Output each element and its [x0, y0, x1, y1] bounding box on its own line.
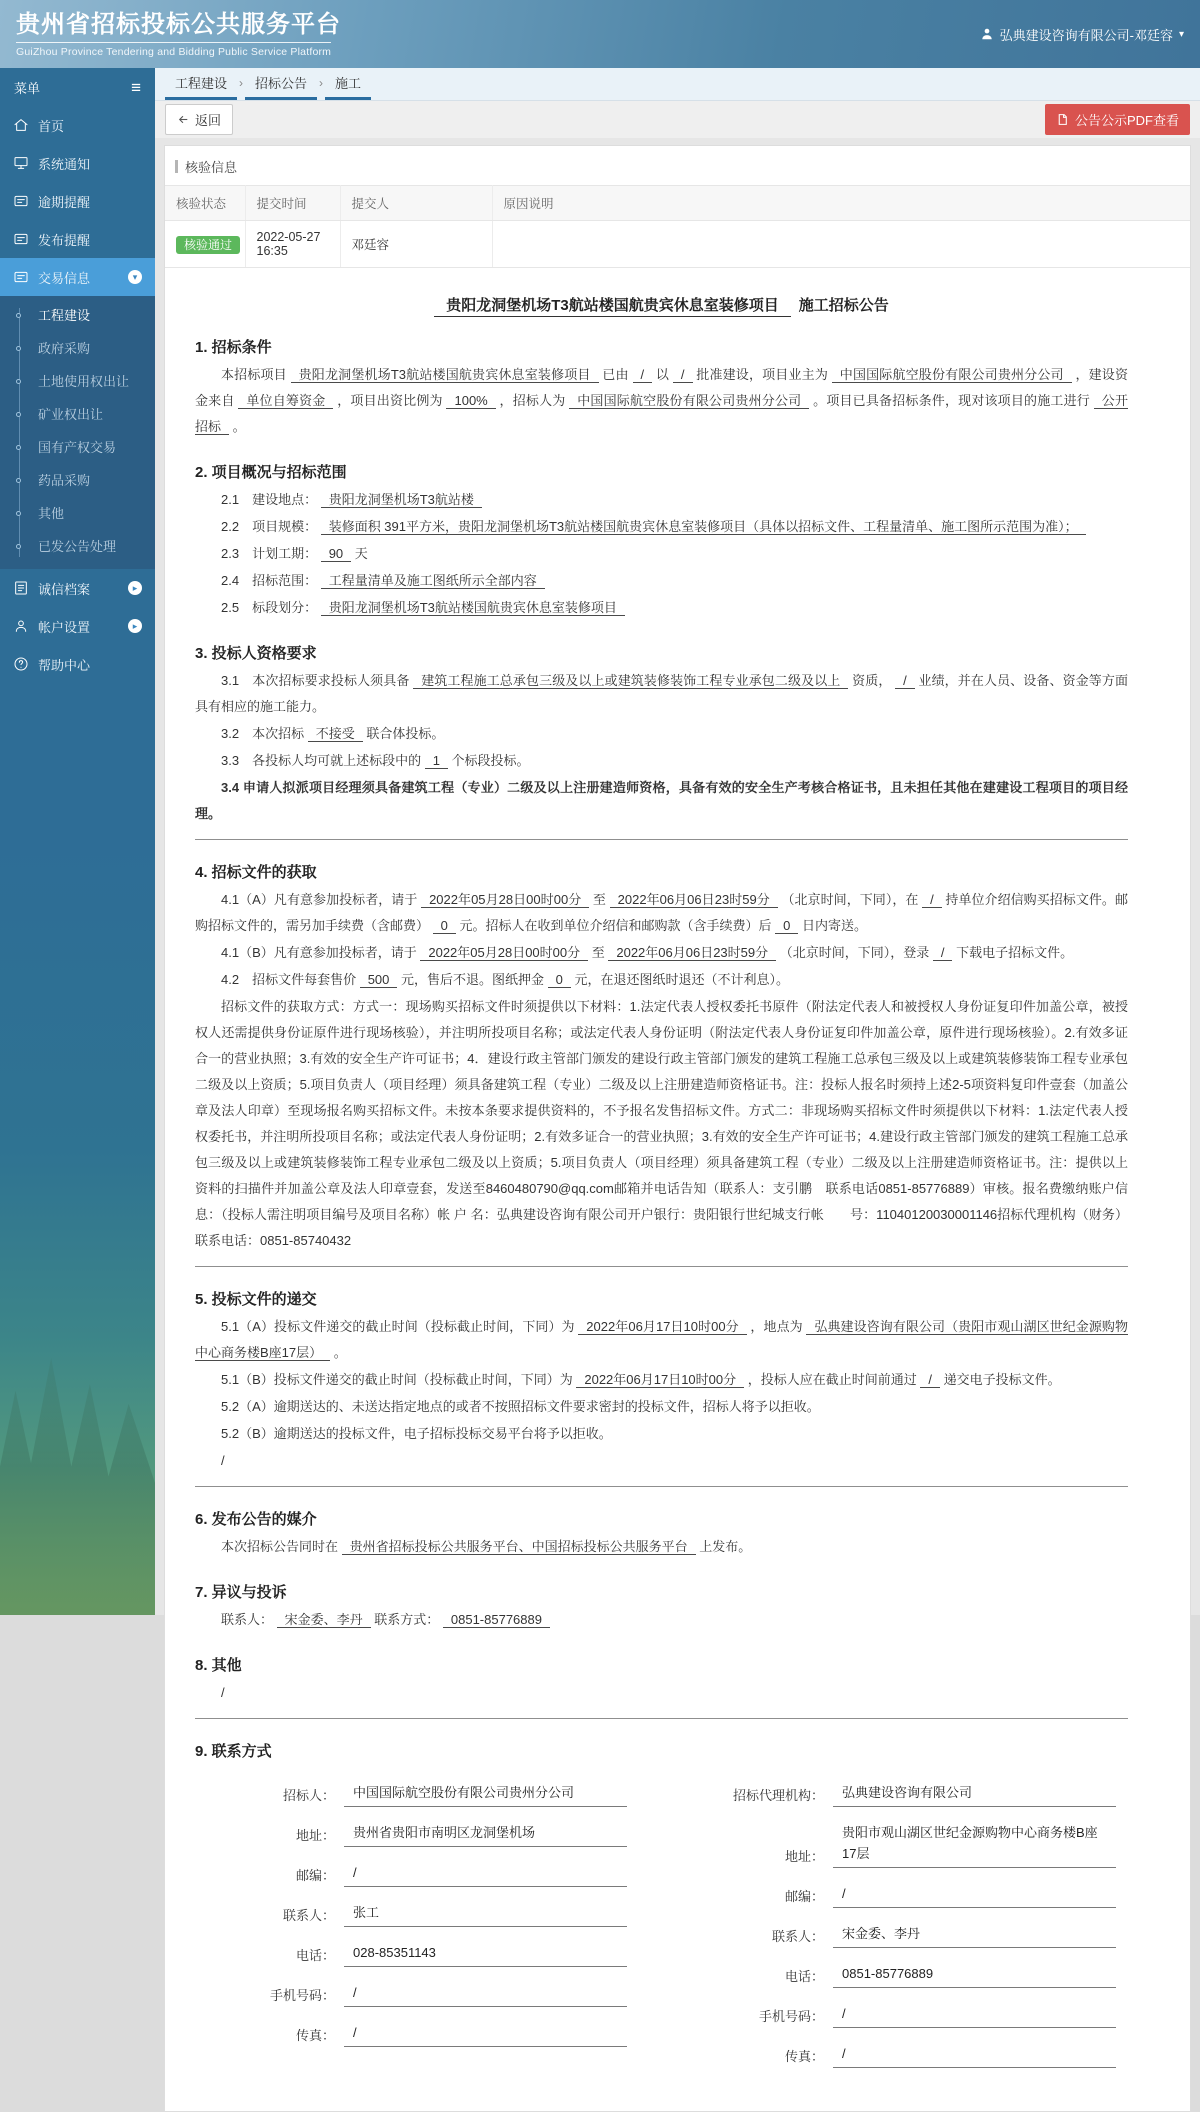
sidebar-subitem-其他[interactable]: 其他	[0, 497, 155, 530]
underline-value: 单位自筹资金	[238, 393, 333, 409]
sidebar-mountain-art	[0, 1285, 155, 1615]
text-run: 联合体投标。	[362, 726, 445, 741]
text-run: ，地点为	[746, 1319, 807, 1334]
sidebar-item-label: 发布提醒	[38, 232, 91, 248]
card-icon	[13, 269, 29, 285]
text-run: 至	[589, 892, 610, 907]
text-run: 。	[229, 419, 246, 434]
column-header: 原因说明	[492, 186, 1190, 221]
text-run: 联系人：	[221, 1612, 277, 1627]
text-run: 5.2（B）逾期送达的投标文件，电子招标投标交易平台将予以拒收。	[221, 1426, 612, 1441]
chevron-down-icon: ▾	[128, 270, 142, 284]
paragraph	[195, 994, 1128, 1254]
sidebar-item-label: 帮助中心	[38, 657, 91, 673]
contact-field-label: 手机号码：	[758, 2009, 824, 2024]
contact-field-value: 028-85351143	[344, 1942, 627, 1967]
paragraph	[195, 967, 1128, 993]
sidebar-item-label: 逾期提醒	[38, 194, 91, 210]
contact-field-value: /	[833, 1883, 1116, 1908]
contact-field-row	[722, 2043, 1116, 2068]
contact-field-label: 电话：	[295, 1948, 335, 1963]
text-run: 已由	[598, 367, 633, 382]
section-heading: 1. 招标条件	[195, 339, 272, 356]
app-subtitle: GuiZhou Province Tendering and Bidding Public Service Platform	[16, 42, 331, 58]
bold-text: 3.4 申请人拟派项目经理须具备建筑工程（专业）二级及以上注册建造师资格，具备有效的安全生产考核合格证书，且未担任其他在建建设工程项目的项目经理。	[195, 780, 1128, 821]
paragraph	[195, 1680, 1128, 1706]
contact-field-value: /	[833, 2043, 1116, 2068]
contact-field-label: 邮编：	[784, 1889, 824, 1904]
underline-value: 0	[775, 918, 798, 934]
contact-field-value: 张工	[344, 1902, 627, 1927]
submitter: 邓廷容	[340, 221, 492, 268]
title-bar-decoration	[175, 160, 178, 173]
contact-field-row	[233, 1942, 627, 1967]
underline-value: 2022年05月28日00时00分	[420, 945, 588, 961]
text-run: （北京时间，下同），在	[777, 892, 923, 907]
sidebar-subitem-工程建设[interactable]: 工程建设	[0, 299, 155, 332]
text-run: ，招标人为	[495, 393, 570, 408]
text-run: 个标段投标。	[447, 753, 530, 768]
underline-value: 中国国际航空股份有限公司贵州分公司	[832, 367, 1072, 383]
paragraph	[195, 1314, 1128, 1366]
project-name: 贵阳龙洞堡机场T3航站楼国航贵宾休息室装修项目	[434, 297, 791, 317]
contact-field-value: /	[344, 1982, 627, 2007]
contact-field-label: 招标人：	[282, 1788, 335, 1803]
underline-value: 500	[360, 972, 398, 988]
paragraph	[195, 1607, 1128, 1633]
contact-field-label: 传真：	[784, 2049, 824, 2064]
contact-field-label: 手机号码：	[269, 1988, 335, 2003]
hamburger-icon[interactable]: ≡	[131, 77, 141, 97]
sidebar-item-帐户设置[interactable]	[0, 607, 155, 645]
text-run: 3.2 本次招标	[221, 726, 308, 741]
pdf-view-button[interactable]: 公告公示PDF查看	[1045, 104, 1190, 135]
text-run: 2.4 招标范围：	[221, 573, 321, 588]
paragraph	[195, 362, 1128, 440]
underline-value: 贵阳龙洞堡机场T3航站楼	[321, 492, 482, 508]
contact-field-value: /	[833, 2003, 1116, 2028]
underline-value: 1	[425, 753, 448, 769]
column-header: 提交时间	[245, 186, 340, 221]
paragraph	[195, 1394, 1128, 1420]
paragraph	[195, 1534, 1128, 1560]
toolbar	[155, 101, 1200, 138]
text-run: 元。招标人在收到单位介绍信和邮购款（含手续费）后	[455, 918, 776, 933]
underline-value: /	[673, 367, 693, 383]
user-menu[interactable]	[980, 25, 1184, 44]
card-icon	[13, 231, 29, 247]
sidebar-menu-header	[0, 68, 155, 106]
text-run: 4.1（A）凡有意参加投标者，请于	[221, 892, 422, 907]
underline-value: 0851-85776889	[443, 1612, 550, 1628]
section-heading: 6. 发布公告的媒介	[195, 1511, 317, 1528]
app-title: 贵州省招标投标公共服务平台	[16, 10, 341, 38]
text-run: ，建设资金来自	[195, 367, 1128, 408]
section-divider	[195, 1266, 1128, 1267]
list-icon	[13, 580, 29, 596]
sidebar-submenu	[0, 296, 155, 569]
column-header: 提交人	[340, 186, 492, 221]
text-run: 本次招标公告同时在	[221, 1539, 342, 1554]
sidebar-item-发布提醒[interactable]	[0, 220, 155, 258]
underline-value: 100%	[446, 393, 495, 409]
contact-field-row	[233, 1822, 627, 1847]
back-icon	[177, 113, 190, 126]
breadcrumb-separator: ›	[239, 75, 244, 90]
contact-field-value: 弘典建设咨询有限公司	[833, 1782, 1116, 1807]
section-heading: 4. 招标文件的获取	[195, 864, 317, 881]
underline-value: 2022年06月17日10时00分	[578, 1319, 746, 1335]
person-icon	[980, 27, 994, 41]
contact-field-value: 中国国际航空股份有限公司贵州分公司	[344, 1782, 627, 1807]
underline-value: 中国国际航空股份有限公司贵州分公司	[569, 393, 809, 409]
underline-value: /	[633, 367, 653, 383]
text-run: 招标文件的获取方式：方式一：现场购买招标文件时须提供以下材料：1.法定代表人授权委托书原件（附法定代表人和被授权人身份证复印件加盖公章，被授权人还需提供身份证原件进行现场核验），并注明所投项目名称；或法定代表人身份证明（附法定代表人身份证复印件加盖公章，原件进行现场核验）。2.有效多证合一的营业执照；3.有效的安全生产许可证书；4．建设行政主管部门颁发的建设行政主管部门颁发的建筑工程施工总承包三级及以上或建筑装修装饰工程专业承包二级及以上资质；5.项目负责人（项目经理）须具备建筑工程（专业）二级及以上注册建造师资格证书。注：投标人报名时须持上述2-5项资料复印件壹套（加盖公章及法人印章）至现场报名购买招标文件。未按本条要求提供资料的，不予报名发售招标文件。方式二：非现场购买招标文件时须提供以下材料：1.法定代表人授权委托书，并注明所投项目名称；或法定代表人身份证明；2.有效多证合一的营业执照；3.有效的安全生产许可证书；4.建设行政主管部门颁发的建筑工程施工总承包三级及以上或建筑装修装饰工程专业承包二级及以上资质；5.项目负责人（项目经理）须具备建筑工程（专业）二级及以上注册建造师资格证书。注：提供以上资料的扫描件并加盖公章及法人印章壹套，发送至8460480790@qq.com邮箱并电话告知（联系人：支引鹏 联系电话0851-85776889）审核。报名费缴纳账户信息：（投标人需注明项目编号及项目名称）帐 户 名：弘典建设咨询有限公司开户银行：贵阳银行世纪城支行帐 号：11040120030001146招标代理机构（财务）联系电话：0851-85740432	[195, 999, 1128, 1248]
section-heading: 7. 异议与投诉	[195, 1584, 287, 1601]
contact-field-value: 0851-85776889	[833, 1963, 1116, 1988]
underline-value: 贵阳龙洞堡机场T3航站楼国航贵宾休息室装修项目	[291, 367, 599, 383]
back-button[interactable]: 返回	[165, 104, 233, 135]
sidebar-item-帮助中心[interactable]	[0, 645, 155, 683]
verify-section-title: 核验信息	[165, 146, 1190, 185]
sidebar-subitem-国有产权交易[interactable]: 国有产权交易	[0, 431, 155, 464]
text-run: 上发布。	[695, 1539, 752, 1554]
underline-value: 公开招标	[195, 393, 1128, 434]
card-icon	[13, 193, 29, 209]
contact-field-row	[722, 1822, 1116, 1868]
section-divider	[195, 1718, 1128, 1719]
underline-value: 贵阳龙洞堡机场T3航站楼国航贵宾休息室装修项目	[321, 600, 625, 616]
sidebar-item-诚信档案[interactable]	[0, 569, 155, 607]
sidebar-item-label: 系统通知	[38, 156, 91, 172]
text-run: 元，在退还图纸时退还（不计利息）。	[570, 972, 789, 987]
announcement-document	[165, 268, 1190, 2111]
breadcrumb-item-施工[interactable]: 施工	[325, 68, 371, 100]
paragraph	[195, 541, 1128, 567]
sidebar-subitem-药品采购[interactable]: 药品采购	[0, 464, 155, 497]
sidebar-item-label: 首页	[38, 118, 65, 134]
text-run: 资质，	[848, 673, 896, 688]
underline-value: 弘典建设咨询有限公司（贵阳市观山湖区世纪金源购物中心商务楼B座17层）	[195, 1319, 1128, 1360]
sidebar-item-交易信息[interactable]	[0, 258, 155, 296]
monitor-icon	[13, 155, 29, 171]
breadcrumb	[155, 68, 1200, 101]
sidebar-subitem-政府采购[interactable]: 政府采购	[0, 332, 155, 365]
paragraph	[195, 940, 1128, 966]
paragraph	[195, 595, 1128, 621]
underline-value: 0	[433, 918, 456, 934]
text-run: 联系方式：	[370, 1612, 443, 1627]
text-run: /	[221, 1453, 225, 1468]
contact-field-value: 贵州省贵阳市南明区龙洞堡机场	[344, 1822, 627, 1847]
contact-field-label: 邮编：	[295, 1868, 335, 1883]
pdf-icon	[1056, 113, 1069, 126]
contact-field-label: 传真：	[295, 2028, 335, 2043]
sidebar-item-label: 交易信息	[38, 270, 91, 286]
contact-field-row	[233, 2022, 627, 2047]
status-badge: 核验通过	[176, 236, 240, 254]
contact-field-row	[722, 1963, 1116, 1988]
verify-table	[165, 185, 1190, 268]
contact-field-value: 贵阳市观山湖区世纪金源购物中心商务楼B座17层	[833, 1822, 1116, 1868]
underline-value: 不接受	[308, 726, 363, 742]
paragraph	[195, 1448, 1128, 1474]
sidebar-item-逾期提醒[interactable]	[0, 182, 155, 220]
sidebar	[0, 68, 155, 1615]
paragraph	[195, 487, 1128, 513]
table-row	[165, 221, 1190, 268]
contact-field-row	[722, 1782, 1116, 1807]
paragraph	[195, 748, 1128, 774]
underline-value: 2022年06月17日10时00分	[576, 1372, 744, 1388]
contact-field-label: 电话：	[784, 1969, 824, 1984]
contact-field-label: 联系人：	[771, 1929, 824, 1944]
text-run: 。项目已具备招标条件，现对该项目的施工进行	[809, 393, 1094, 408]
contact-field-row	[722, 2003, 1116, 2028]
contact-field-value: 宋金委、李丹	[833, 1923, 1116, 1948]
text-run: 5.1（B）投标文件递交的截止时间（投标截止时间，下同）为	[221, 1372, 577, 1387]
contact-field-label: 招标代理机构：	[732, 1788, 824, 1803]
breadcrumb-separator: ›	[319, 75, 324, 90]
sidebar-subitem-土地使用权出让[interactable]: 土地使用权出让	[0, 365, 155, 398]
contact-field-row	[233, 1862, 627, 1887]
underline-value: /	[933, 945, 953, 961]
user-name: 弘典建设咨询有限公司-邓廷容	[999, 27, 1173, 43]
contact-field-row	[233, 1902, 627, 1927]
contact-field-row	[722, 1923, 1116, 1948]
contacts-column	[722, 1782, 1116, 2083]
text-run: 以	[652, 367, 673, 382]
sidebar-item-label: 诚信档案	[38, 581, 91, 597]
menu-label: 菜单	[14, 80, 41, 96]
breadcrumb-item-工程建设[interactable]: 工程建设	[165, 68, 237, 100]
main-area	[155, 68, 1200, 2112]
contact-field-label: 联系人：	[282, 1908, 335, 1923]
table-header-row	[165, 186, 1190, 221]
text-run: （北京时间，下同），登录	[776, 945, 933, 960]
chevron-right-icon: ▸	[128, 619, 142, 633]
chevron-right-icon: ▸	[128, 581, 142, 595]
text-run: 天	[351, 546, 368, 561]
paragraph	[195, 775, 1128, 827]
content-panel	[164, 145, 1191, 2112]
text-run: 5.1（A）投标文件递交的截止时间（投标截止时间，下同）为	[221, 1319, 579, 1334]
underline-value: 2022年05月28日00时00分	[421, 892, 589, 908]
contact-field-row	[233, 1782, 627, 1807]
contact-field-value: /	[344, 2022, 627, 2047]
sidebar-item-首页[interactable]	[0, 106, 155, 144]
contact-field-label: 地址：	[784, 1849, 824, 1864]
text-run: 2.5 标段划分：	[221, 600, 321, 615]
sidebar-subitem-矿业权出让[interactable]: 矿业权出让	[0, 398, 155, 431]
text-run: 5.2（A）逾期送达的、未送达指定地点的或者不按照招标文件要求密封的投标文件，招标人将予以拒收。	[221, 1399, 820, 1414]
underline-value: 贵州省招标投标公共服务平台、中国招标投标公共服务平台	[342, 1539, 696, 1555]
section-heading: 5. 投标文件的递交	[195, 1291, 317, 1308]
underline-value: 工程量清单及施工图纸所示全部内容	[321, 573, 545, 589]
paragraph	[195, 1421, 1128, 1447]
underline-value: /	[920, 1372, 940, 1388]
text-run: 本招标项目	[221, 367, 291, 382]
underline-value: /	[922, 892, 942, 908]
help-icon	[13, 656, 29, 672]
paragraph	[195, 721, 1128, 747]
contacts-grid	[195, 1766, 1128, 2085]
document-sections	[195, 336, 1128, 2085]
paragraph	[195, 668, 1128, 720]
home-icon	[13, 117, 29, 133]
submit-time: 2022-05-27 16:35	[245, 221, 340, 268]
app-logo	[16, 11, 341, 58]
underline-value: 2022年06月06日23时59分	[608, 945, 776, 961]
document-title: 贵阳龙洞堡机场T3航站楼国航贵宾休息室装修项目 施工招标公告	[195, 294, 1128, 315]
text-run: 递交电子投标文件。	[939, 1372, 1061, 1387]
section-divider	[195, 839, 1128, 840]
text-run: ，投标人应在截止时间前通过	[744, 1372, 921, 1387]
paragraph	[195, 568, 1128, 594]
paragraph	[195, 1367, 1128, 1393]
text-run: 2.1 建设地点：	[221, 492, 321, 507]
underline-value: 建筑工程施工总承包三级及以上或建筑装修装饰工程专业承包二级及以上	[413, 673, 848, 689]
text-run: 。	[330, 1345, 347, 1360]
underline-value: 90	[321, 546, 351, 562]
text-run: /	[221, 1685, 225, 1700]
contact-field-row	[233, 1982, 627, 2007]
sidebar-nav	[0, 106, 155, 683]
underline-value: 宋金委、李丹	[277, 1612, 371, 1628]
underline-value: /	[895, 673, 915, 689]
underline-value: 2022年06月06日23时59分	[610, 892, 778, 908]
contact-field-row	[722, 1883, 1116, 1908]
underline-value: 装修面积 391平方米，贵阳龙洞堡机场T3航站楼国航贵宾休息室装修项目（具体以招标文件、工程量清单、施工图所示范围为准）；	[321, 519, 1086, 535]
contacts-column	[233, 1782, 627, 2083]
user-icon	[13, 618, 29, 634]
text-run: 至	[588, 945, 609, 960]
app-header	[0, 0, 1200, 68]
text-run: ，项目出资比例为	[333, 393, 447, 408]
reason	[492, 221, 1190, 268]
text-run: 4.2 招标文件每套售价	[221, 972, 360, 987]
sidebar-subitem-已发公告处理[interactable]: 已发公告处理	[0, 530, 155, 563]
section-heading: 8. 其他	[195, 1657, 242, 1674]
text-run: 3.3 各投标人均可就上述标段中的	[221, 753, 425, 768]
breadcrumb-item-招标公告[interactable]: 招标公告	[245, 68, 317, 100]
text-run: 3.1 本次招标要求投标人须具备	[221, 673, 414, 688]
text-run: 批准建设，项目业主为	[692, 367, 832, 382]
section-heading: 2. 项目概况与招标范围	[195, 464, 347, 481]
contact-field-label: 地址：	[295, 1828, 335, 1843]
sidebar-item-系统通知[interactable]	[0, 144, 155, 182]
column-header: 核验状态	[165, 186, 245, 221]
sidebar-item-label: 帐户设置	[38, 619, 91, 635]
caret-down-icon: ▾	[1178, 28, 1184, 40]
paragraph	[195, 887, 1128, 939]
text-run: 4.1（B）凡有意参加投标者，请于	[221, 945, 421, 960]
paragraph	[195, 514, 1128, 540]
text-run: 持单位介绍信购买招标文件。邮购招标文件的，需另加手续费（含邮费）	[195, 892, 1128, 933]
text-run: 2.2 项目规模：	[221, 519, 321, 534]
text-run: 元，售后不退。图纸押金	[397, 972, 548, 987]
contact-field-value: /	[344, 1862, 627, 1887]
section-heading: 9. 联系方式	[195, 1743, 272, 1760]
text-run: 2.3 计划工期：	[221, 546, 321, 561]
section-divider	[195, 1486, 1128, 1487]
underline-value: 0	[548, 972, 571, 988]
text-run: 日内寄送。	[798, 918, 867, 933]
text-run: 业绩，并在人员、设备、资金等方面具有相应的施工能力。	[195, 673, 1128, 714]
section-heading: 3. 投标人资格要求	[195, 645, 317, 662]
text-run: 下载电子招标文件。	[952, 945, 1074, 960]
